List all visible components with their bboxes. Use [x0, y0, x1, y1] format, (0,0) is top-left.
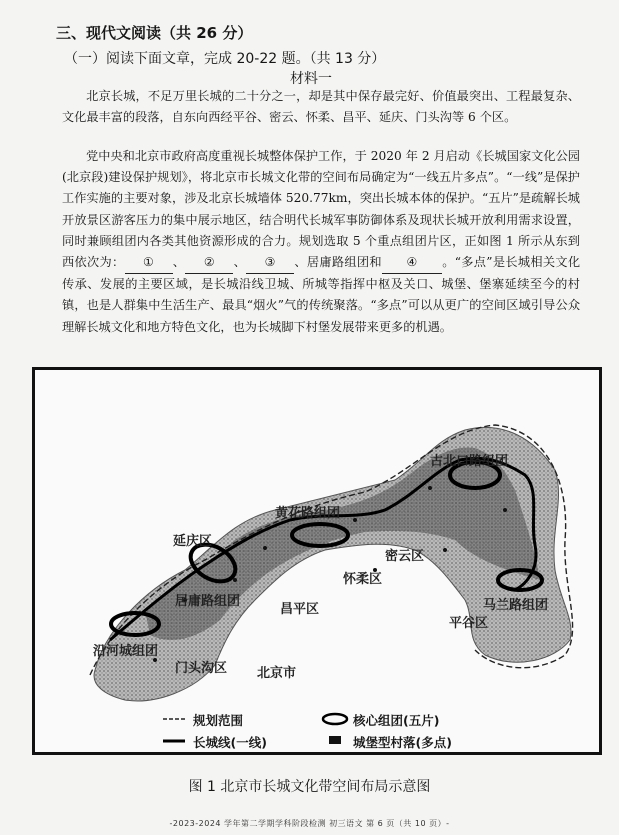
- legend-core-symbol: [323, 714, 347, 724]
- label-changping: 昌平区: [280, 602, 320, 617]
- label-huairou: 怀柔区: [343, 572, 383, 587]
- label-gubeikou: 古北口路组团: [430, 454, 509, 469]
- label-malan: 马兰路组团: [483, 598, 549, 613]
- part-title: （一）阅读下面文章，完成 20-22 题。（共 13 分）: [64, 51, 386, 67]
- map-graphic: [35, 370, 599, 752]
- paragraph-2-text-a: 党中央和北京市政府高度重视长城整体保护工作，于 2020 年 2 月启动《长城国家文化公园(北京段)建设保护规划》，将北京市长城文化带的空间布局确定为“一线五片多点”。“一线”是保护工作实施的主要对象，涉及北京长城墙体 520.77km，突出长城本体的保护。“五片”是疏解长城开放景区游客压力的集中展示地区，结合明代长城军事防御体系及现状长城开放利用需求设置，同时兼顾组团内各类其他资源形成的合力。规划选取 5 个重点组团片区，正如图 1 所示从东到西依次为：: [62, 149, 580, 270]
- legend-castle-village: 城堡型村落(多点): [353, 735, 452, 750]
- blank-4[interactable]: ④: [382, 252, 442, 274]
- legend-castle-symbol: [329, 736, 341, 744]
- legend-wall-line: 长城线(一线): [193, 735, 267, 750]
- legend-plan-range: 规划范围: [193, 713, 244, 728]
- map-figure: [32, 367, 602, 755]
- section-title: 三、现代文阅读（共 26 分）: [56, 24, 253, 42]
- blank-1[interactable]: ①: [125, 252, 173, 274]
- paragraph-2-text-b: 。“多点”是长城相关文化传承、发展的主要区域，是长城沿线卫城、所城等指挥中枢及关口、城堡、堡寨延续至今的村镇，也是人群集中生活生产、最具“烟火”气的传统聚落。“多点”可以从更广的空间区域引导公众理解长城文化和地方特色文化，也为长城脚下村堡发展带来更多的机遇。: [62, 255, 581, 334]
- material-title: 材料一: [290, 71, 332, 87]
- label-yanqing: 延庆区: [173, 534, 213, 549]
- label-beijing: 北京市: [257, 666, 297, 681]
- label-mentougou: 门头沟区: [175, 661, 228, 676]
- blank-separator: 、: [233, 255, 247, 270]
- paragraph-2: [62, 146, 580, 338]
- blank-separator: 、: [172, 255, 186, 270]
- page-footer: -2023-2024 学年第二学期学科阶段检测 初三语文 第 6 页（共 10 页）-: [169, 819, 450, 828]
- label-yanhe: 沿河城组团: [93, 644, 159, 659]
- paragraph-1: [62, 86, 580, 128]
- label-pinggu: 平谷区: [449, 616, 489, 631]
- label-miyun: 密云区: [385, 549, 425, 564]
- figure-caption: 图 1 北京市长城文化带空间布局示意图: [188, 779, 431, 795]
- label-huanghua: 黄花路组团: [275, 506, 341, 521]
- legend-core-cluster: 核心组团(五片): [353, 713, 440, 728]
- blank-3[interactable]: ③: [246, 252, 294, 274]
- label-juyong: 居庸路组团: [175, 594, 241, 609]
- paragraph-2-text-mid: 、居庸路组团和: [294, 255, 382, 270]
- paragraph-1-text: 北京长城，不足万里长城的二十分之一，却是其中保存最完好、价值最突出、工程最复杂、文化最丰富的段落，自东向西经平谷、密云、怀柔、昌平、延庆、门头沟等 6 个区。: [62, 89, 580, 125]
- blank-2[interactable]: ②: [185, 252, 233, 274]
